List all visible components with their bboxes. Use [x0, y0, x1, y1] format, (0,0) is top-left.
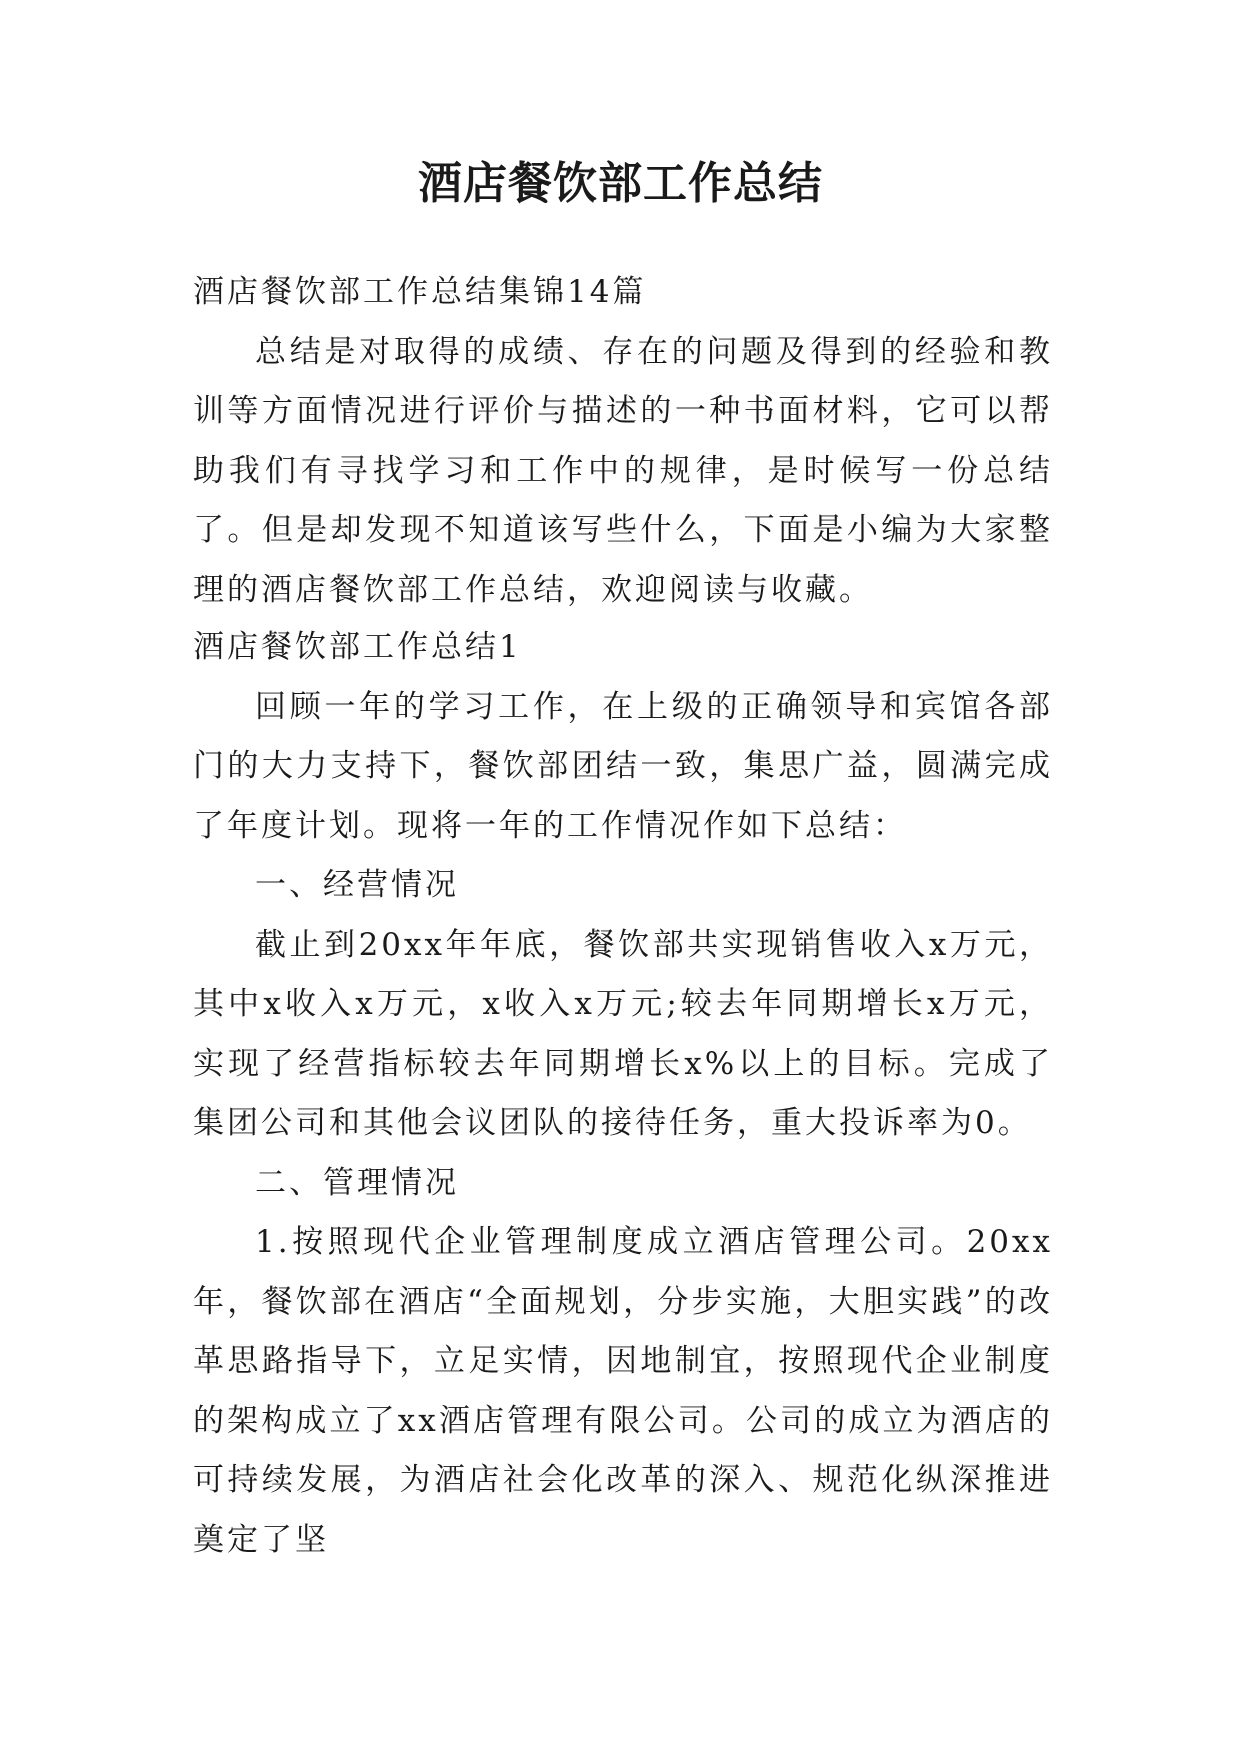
section-block — [193, 618, 1053, 1570]
section-title: 酒店餐饮部工作总结1 — [193, 629, 522, 665]
collection-subtitle: 酒店餐饮部工作总结集锦14篇 — [193, 274, 647, 310]
intro-paragraph: 总结是对取得的成绩、存在的问题及得到的经验和教训等方面情况进行评价与描述的一种书面材料，它可以帮助我们有寻找学习和工作中的规律，是时候写一份总结了。但是却发现不知道该写些什么，下面是小编为大家整理的酒店餐饮部工作总结，欢迎阅读与收藏。 — [193, 333, 1053, 608]
heading-business: 一、经营情况 — [255, 867, 459, 903]
document-title: 酒店餐饮部工作总结 — [418, 158, 823, 209]
heading-management: 二、管理情况 — [255, 1164, 459, 1201]
paragraph-business: 截止到20xx年年底，餐饮部共实现销售收入x万元，其中x收入x万元，x收入x万元;较去年同期增长x万元，实现了经营指标较去年同期增长x%以上的目标。完成了集团公司和其他会议团队的接待任务，重大投诉率为0。 — [193, 926, 1053, 1141]
paragraph-review: 回顾一年的学习工作，在上级的正确领导和宾馆各部门的大力支持下，餐饮部团结一致，集思广益，圆满完成了年度计划。现将一年的工作情况作如下总结： — [193, 688, 1053, 844]
paragraph-management: 1.按照现代企业管理制度成立酒店管理公司。20xx年，餐饮部在酒店“全面规划，分步实施，大胆实践”的改革思路指导下，立足实情，因地制宜，按照现代企业制度的架构成立了xx酒店管理有限公司。公司的成立为酒店的可持续发展，为酒店社会化改革的深入、规范化纵深推进奠定了坚 — [193, 1224, 1053, 1558]
intro-block — [193, 263, 1053, 620]
